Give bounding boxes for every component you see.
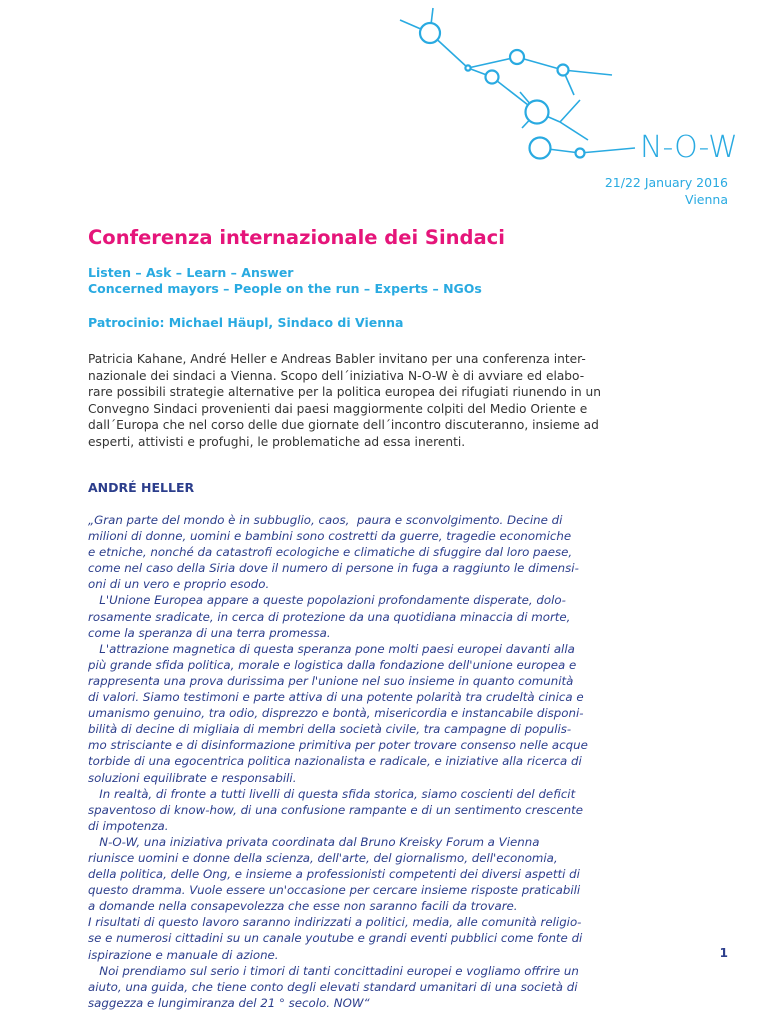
now-logo: N-O-W (640, 130, 738, 165)
quote-line: e etniche, nonché da catastrofi ecologiche e climatiche di sfuggire dal loro paese, (88, 545, 573, 560)
main-content (88, 226, 696, 1011)
event-city: Vienna (685, 192, 728, 207)
network-graphic (0, 0, 768, 200)
date-location (605, 174, 728, 208)
quote-line: riunisce uomini e donne della scienza, dell'arte, del giornalismo, dell'economia, (88, 850, 558, 865)
quote-line: aiuto, una guida, che tiene conto degli elevati standard umanitari di una società di (88, 979, 578, 994)
quote-line: soluzioni equilibrate e responsabili. (88, 770, 297, 785)
page-title: Conferenza internazionale dei Sindaci (88, 226, 505, 249)
section-heading: ANDRÉ HELLER (88, 480, 195, 495)
quote-line: di valori. Siamo testimoni e parte attiva di una potente polarità tra crudeltà cinica e (88, 690, 584, 705)
quote-line: se e numerosi cittadini su un canale youtube e grandi eventi pubblici come fonte di (88, 931, 583, 946)
quote-line: questo dramma. Vuole essere un'occasione per cercare insieme risposte praticabili (88, 883, 581, 898)
intro-paragraph (88, 351, 696, 450)
quote-line: come nel caso della Siria dove il numero di persone in fuga a raggiunto le dimensi- (88, 561, 579, 576)
intro-line: Convegno Sindaci provenienti dai paesi maggiormente colpiti del Medio Oriente e (88, 401, 588, 416)
quote-line: ispirazione e manuale di azione. (88, 947, 279, 962)
quote-line: L'Unione Europea appare a queste popolazioni profondamente disperate, dolo- (88, 593, 566, 608)
quote-line: oni di un vero e proprio esodo. (88, 577, 270, 592)
intro-line: Patricia Kahane, André Heller e Andreas Babler invitano per una conferenza inter- (88, 352, 586, 366)
subtitle-line: Listen – Ask – Learn – Answer (88, 265, 294, 280)
page-number: 1 (719, 946, 728, 960)
quote-line: N-O-W, una iniziativa privata coordinata dal Bruno Kreisky Forum a Vienna (88, 834, 540, 849)
quote-line: a domande nella consapevolezza che esse non saranno facili da trovare. (88, 899, 518, 914)
intro-line: rare possibili strategie alternative per la politica europea dei rifugiati riunendo in un (88, 385, 602, 399)
subtitle (88, 265, 696, 297)
quote-line: spaventoso di know-how, di una confusione rampante e di un sentimento crescente (88, 802, 584, 817)
intro-line: esperti, attivisti e profughi, le problematiche ad essa inerenti. (88, 434, 466, 449)
quote-line: rosamente sradicate, in cerca di protezione da una quotidiana minaccia di morte, (88, 609, 571, 624)
quote-line: più grande sfida politica, morale e logistica dalla fondazione dell'unione europea e (88, 657, 577, 672)
quote-line: torbide di una egocentrica politica nazionalista e radicale, e iniziative alla ricerca di (88, 754, 582, 769)
quote-line: di impotenza. (88, 818, 169, 833)
quote-line: „Gran parte del mondo è in subbuglio, caos, paura e sconvolgimento. Decine di (88, 513, 563, 527)
patronage-line: Patrocinio: Michael Häupl, Sindaco di Vienna (88, 315, 404, 330)
intro-line: dall´Europa che nel corso delle due giornate dell´incontro discuteranno, insieme ad (88, 418, 599, 432)
quote-line: mo strisciante e di disinformazione primitiva per poter trovare consenso nelle acque (88, 738, 588, 753)
event-date: 21/22 January 2016 (604, 175, 728, 190)
quote-line: saggezza e lungimiranza del 21 ° secolo. NOW“ (88, 995, 370, 1010)
quote-line: come la speranza di una terra promessa. (88, 625, 331, 640)
quote-line: L'attrazione magnetica di questa speranza pone molti paesi europei davanti alla (88, 641, 575, 656)
quote-line: bilità di decine di migliaia di membri della società civile, tra campagne di populis- (88, 722, 572, 737)
quote-line: I risultati di questo lavoro saranno indirizzati a politici, media, alle comunità religio- (88, 915, 582, 930)
quote-line: In realtà, di fronte a tutti livelli di questa sfida storica, siamo coscienti del deficit (88, 786, 576, 801)
subtitle-line: Concerned mayors – People on the run – Experts – NGOs (88, 281, 482, 296)
quote-line: rappresenta una prova durissima per l'unione nel suo insieme in quanto comunità (88, 673, 574, 688)
quote-text (88, 512, 696, 1011)
quote-line: Noi prendiamo sul serio i timori di tanti concittadini europei e vogliamo offrire un (88, 963, 579, 978)
quote-line: milioni di donne, uomini e bambini sono costretti da guerre, tragedie economiche (88, 529, 572, 544)
quote-line: umanismo genuino, tra odio, disprezzo e bontà, misericordia e instancabile disponi- (88, 706, 584, 721)
intro-line: nazionale dei sindaci a Vienna. Scopo dell´iniziativa N-O-W è di avviare ed elabo- (88, 368, 585, 383)
quote-line: della politica, delle Ong, e insieme a professionisti competenti dei diversi aspetti di (88, 867, 580, 882)
